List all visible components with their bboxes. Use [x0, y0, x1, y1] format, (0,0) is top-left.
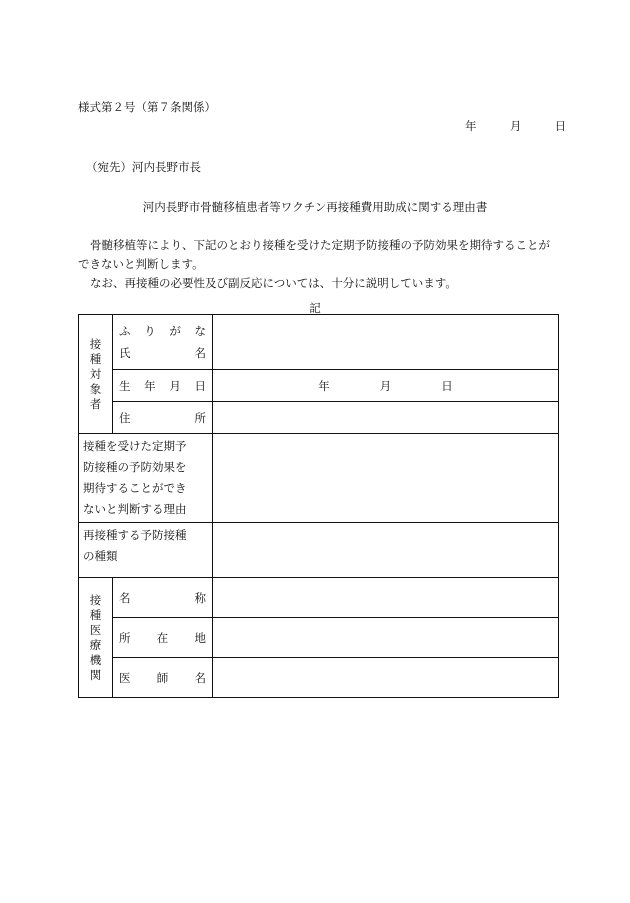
reason-label: 接種を受けた定期予 防接種の予防効果を 期待することができ ないと判断する理由: [79, 434, 213, 523]
name-label: [113, 315, 213, 370]
addressee: （宛先）河内長野市長: [86, 160, 201, 174]
body-paragraph-1: 骨髄移植等により、下記のとおり接種を受けた定期予防接種の予防効果を期待することができないと判断します。: [78, 238, 550, 271]
date-month: 月: [509, 119, 522, 133]
facility-location-label: 所 在 地: [113, 618, 213, 658]
form-number: 様式第２号（第７条関係）: [78, 100, 216, 114]
body-text: [78, 236, 558, 293]
reason-form-table: [78, 314, 559, 698]
date-day: 日: [554, 119, 567, 133]
body-paragraph-2: なお、再接種の必要性及び副反応については、十分に説明しています。: [90, 276, 457, 290]
shimei-label: 氏 名: [119, 346, 206, 360]
document-title: 河内長野市骨髄移植患者等ワクチン再接種費用助成に関する理由書: [142, 200, 488, 214]
facility-name-field[interactable]: [213, 578, 559, 618]
date-line: [465, 118, 566, 134]
ki-heading: 記: [309, 301, 321, 315]
doctor-name-label: 医 師 名: [113, 658, 213, 698]
facility-name-label: 名 称: [113, 578, 213, 618]
revaccination-type-field[interactable]: [213, 523, 559, 578]
address-label: 住 所: [113, 402, 213, 434]
name-field[interactable]: [213, 315, 559, 370]
dob-label: 生 年 月 日: [113, 370, 213, 402]
facility-location-field[interactable]: [213, 618, 559, 658]
address-field[interactable]: [213, 402, 559, 434]
revaccination-type-label: 再接種する予防接種 の種類: [79, 523, 213, 578]
dob-field[interactable]: 年 月 日: [213, 370, 559, 402]
furigana-label: ふ り が な: [119, 324, 206, 338]
date-year: 年: [465, 119, 477, 133]
doctor-name-field[interactable]: [213, 658, 559, 698]
subject-group-label: 接 種 対 象 者: [79, 315, 113, 434]
facility-group-label: 接 種 医 療 機 関: [79, 578, 113, 698]
reason-field[interactable]: [213, 434, 559, 523]
